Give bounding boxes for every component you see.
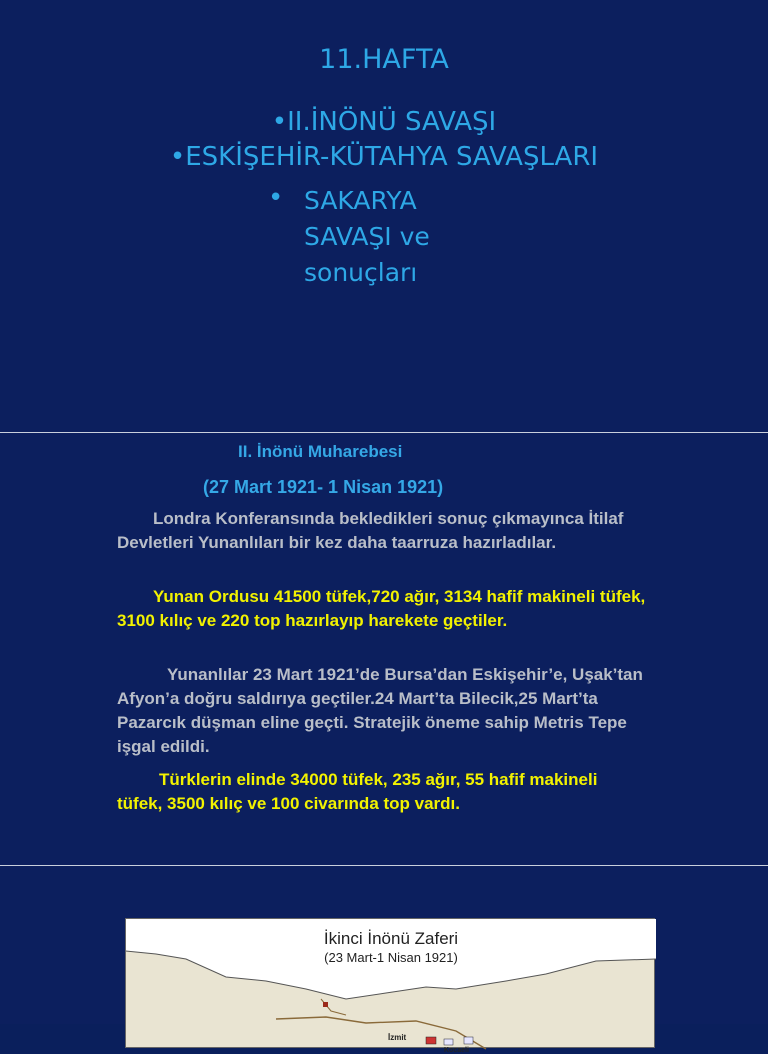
bullet-text: II.İNÖNÜ SAVAŞI: [287, 107, 497, 137]
bullet-symbol: •: [271, 107, 288, 137]
bullet-symbol: •: [169, 142, 186, 172]
bullet-item-1: [0, 107, 768, 137]
battle-map-image: [125, 918, 655, 1054]
map-label-kocaeli: Kocaeli: [444, 1047, 469, 1054]
paragraph-3: Yunanlılar 23 Mart 1921’de Bursa’dan Eskişehir’e, Uşak’tan Afyon’a doğru saldırıya geçtiler.24 Mart’ta Bilecik,25 Mart’ta Pazarcık düşman eline geçti. Stratejik öneme sahip Metris Tepe işgal edildi.: [117, 665, 643, 756]
paragraph-2: Yunan Ordusu 41500 tüfek,720 ağır, 3134 hafif makineli tüfek, 3100 kılıç ve 220 top hazırlayıp harekete geçtiler.: [117, 587, 646, 630]
map-label-izmit: İzmit: [388, 1033, 407, 1042]
slide-title: [0, 0, 768, 432]
slide-map: [0, 866, 768, 1054]
slide-heading: II. İnönü Muharebesi: [238, 442, 403, 461]
bullet-symbol: •: [268, 183, 284, 213]
paragraph-4: Türklerin elinde 34000 tüfek, 235 ağır, 55 hafif makineli tüfek, 3500 kılıç ve 100 civarında top vardı.: [117, 770, 598, 813]
bullet-text: ESKİŞEHİR-KÜTAHYA SAVAŞLARI: [185, 142, 599, 172]
slide-inonu-battle: [0, 433, 768, 865]
map-title: İkinci İnönü Zaferi: [323, 929, 459, 948]
slide-dates: (27 Mart 1921- 1 Nisan 1921): [203, 477, 444, 497]
bullet-item-2: [0, 142, 768, 172]
slide-title-heading: 11.HAFTA: [319, 44, 449, 75]
bullet-item-3: SAKARYA SAVAŞI ve sonuçları: [304, 186, 430, 287]
map-subtitle: (23 Mart-1 Nisan 1921): [324, 950, 458, 965]
paragraph-1: Londra Konferansında bekledikleri sonuç çıkmayınca İtilaf Devletleri Yunanlıları bir kez daha taarruza hazırladılar.: [117, 509, 624, 552]
